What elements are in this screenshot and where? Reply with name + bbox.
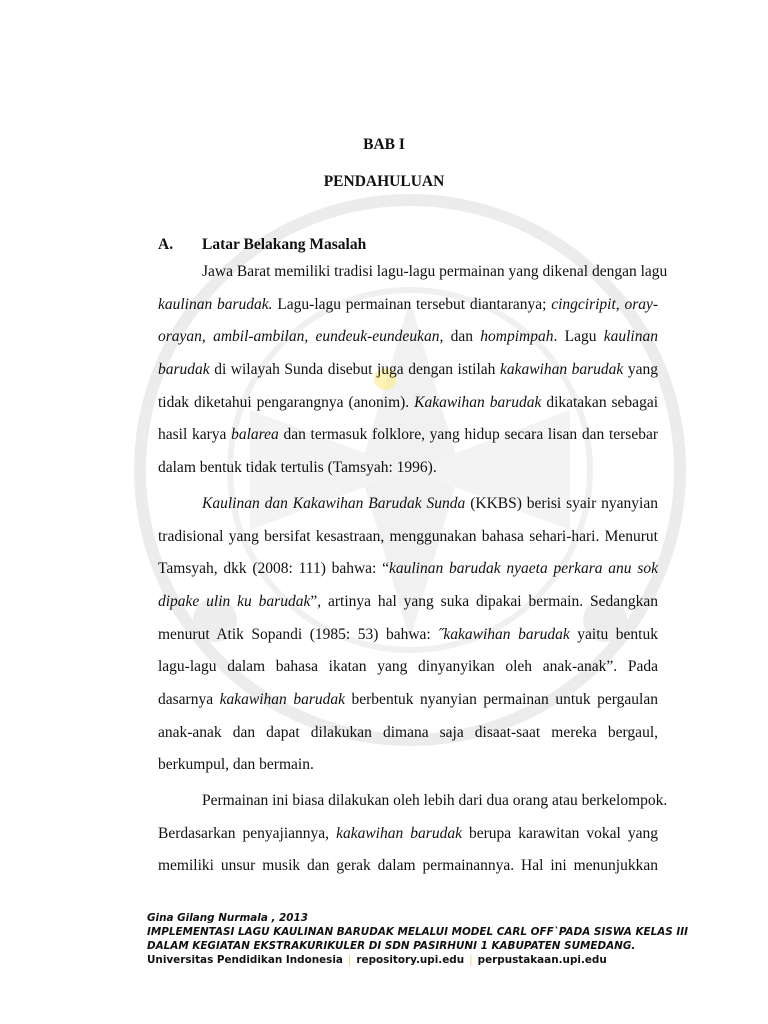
text: memiliki unsur musik dan gerak dalam permainannya. Hal ini menunjukkan (158, 857, 658, 875)
text-line (158, 256, 668, 289)
text-line (158, 619, 658, 652)
italic-text: oray- (624, 295, 659, 313)
section-title: Latar Belakang Masalah (202, 236, 367, 253)
text-line (158, 785, 668, 818)
text: berupa karawitan vokal yang (461, 824, 659, 842)
section-number: A. (158, 236, 174, 253)
text-line (158, 521, 658, 554)
chapter-title: PENDAHULUAN (323, 173, 445, 190)
footer-repository-link[interactable]: repository.upi.edu (356, 954, 465, 966)
text: dan termasuk folklore, yang hidup secara lisan dan tersebar (278, 426, 658, 444)
text-line (158, 354, 658, 387)
footer-title-line2: DALAM KEGIATAN EKSTRAKURIKULER DI SDN PASIRHUNI 1 KABUPATEN SUMEDANG. (147, 940, 636, 952)
text: tradisional yang bersifat kesastraan, menggunakan bahasa sehari-hari. Menurut (158, 527, 658, 545)
section-heading (158, 236, 366, 254)
italic-text: hompimpah (480, 328, 554, 346)
italic-text: kakawihan barudak (499, 361, 624, 379)
italic-text: balarea (231, 426, 279, 444)
text-line (158, 289, 658, 322)
text: menurut Atik Sopandi (1985: 53) bahwa: (158, 625, 439, 643)
footer-author: Gina Gilang Nurmala , 2013 (147, 912, 308, 924)
text-line (158, 553, 658, 586)
footer-title-line1: IMPLEMENTASI LAGU KAULINAN BARUDAK MELALUI MODEL CARL OFF`PADA SISWA KELAS III (147, 926, 688, 938)
italic-text: kaulinan barudak. (158, 295, 273, 313)
text: lagu-lagu dalam bahasa ikatan yang dinyanyikan oleh anak-anak”. Pada (158, 658, 658, 676)
italic-text: kakawihan barudak (336, 824, 462, 842)
text: di wilayah Sunda disebut juga dengan istilah (209, 361, 500, 379)
text: hasil karya (158, 426, 232, 444)
italic-text: orayan (158, 328, 202, 346)
text: Berdasarkan penyajiannya, (158, 824, 337, 842)
italic-text: ambil-ambilan, eundeuk-eundeukan, (213, 328, 444, 346)
text: tidak diketahui pengarangnya (anonim). (158, 393, 415, 411)
text: anak-anak dan dapat dilakukan dimana saja disaat-saat mereka bergaul, (158, 723, 658, 741)
italic-text: kakawihan barudak (219, 690, 345, 708)
text-line (158, 684, 658, 717)
text-line (158, 452, 658, 485)
text-line (158, 717, 658, 750)
text: ”, artinya hal yang suka dipakai bermain. Sedangkan (310, 592, 658, 610)
italic-text: kaulinan barudak nyaeta perkara anu sok (389, 560, 658, 578)
footer-library-link[interactable]: perpustakaan.upi.edu (477, 954, 607, 966)
text-line (158, 850, 658, 883)
text: dasarnya (158, 690, 220, 708)
italic-text: kaulinan (603, 328, 658, 346)
italic-text: ˝kakawihan barudak (438, 625, 570, 643)
italic-text: barudak (158, 361, 210, 379)
footer-separator: | (347, 954, 352, 966)
text-line (158, 586, 658, 619)
text: Lagu-lagu permainan tersebut diantaranya; (272, 295, 552, 313)
text-line (158, 818, 658, 851)
text-line (158, 488, 658, 521)
document-body (158, 256, 668, 886)
text: . Lagu (553, 328, 604, 346)
text: Jawa Barat memiliki tradisi lagu-lagu permainan yang dikenal dengan lagu (202, 263, 668, 280)
footer-university: Universitas Pendidikan Indonesia (147, 954, 343, 966)
text: Tamsyah, dkk (2008: 111) bahwa: “ (158, 560, 389, 578)
text-line (158, 419, 658, 452)
text: , (201, 328, 214, 346)
text-line (158, 321, 658, 354)
text: berkumpul, dan bermain. (158, 756, 314, 774)
text-line (158, 651, 658, 684)
text: , (615, 295, 625, 313)
italic-text: dipake ulin ku barudak (158, 592, 311, 610)
italic-text: cingciripit (551, 295, 616, 313)
footer-separator: | (469, 954, 473, 966)
text: dan (443, 328, 481, 346)
text: dalam bentuk tidak tertulis (Tamsyah: 1996). (158, 459, 437, 477)
text-line (158, 387, 658, 420)
text: (KKBS) berisi syair nyanyian (465, 494, 658, 512)
chapter-number: BAB I (363, 136, 405, 153)
italic-text: Kakawihan barudak (414, 393, 542, 411)
paragraph (158, 488, 658, 782)
paragraph (158, 256, 668, 485)
page-footer (147, 911, 688, 967)
text-line (158, 749, 658, 782)
italic-text: Kaulinan dan Kakawihan Barudak Sunda (202, 494, 466, 512)
text: dikatakan sebagai (541, 393, 658, 411)
paragraph (158, 785, 668, 883)
text: yang (623, 361, 658, 379)
text: Permainan ini biasa dilakukan oleh lebih dari dua orang atau berkelompok. (202, 792, 668, 809)
footer-links (147, 953, 688, 967)
text: berbentuk nyanyian permainan untuk pergaulan (344, 690, 658, 708)
text: yaitu bentuk (569, 625, 658, 643)
